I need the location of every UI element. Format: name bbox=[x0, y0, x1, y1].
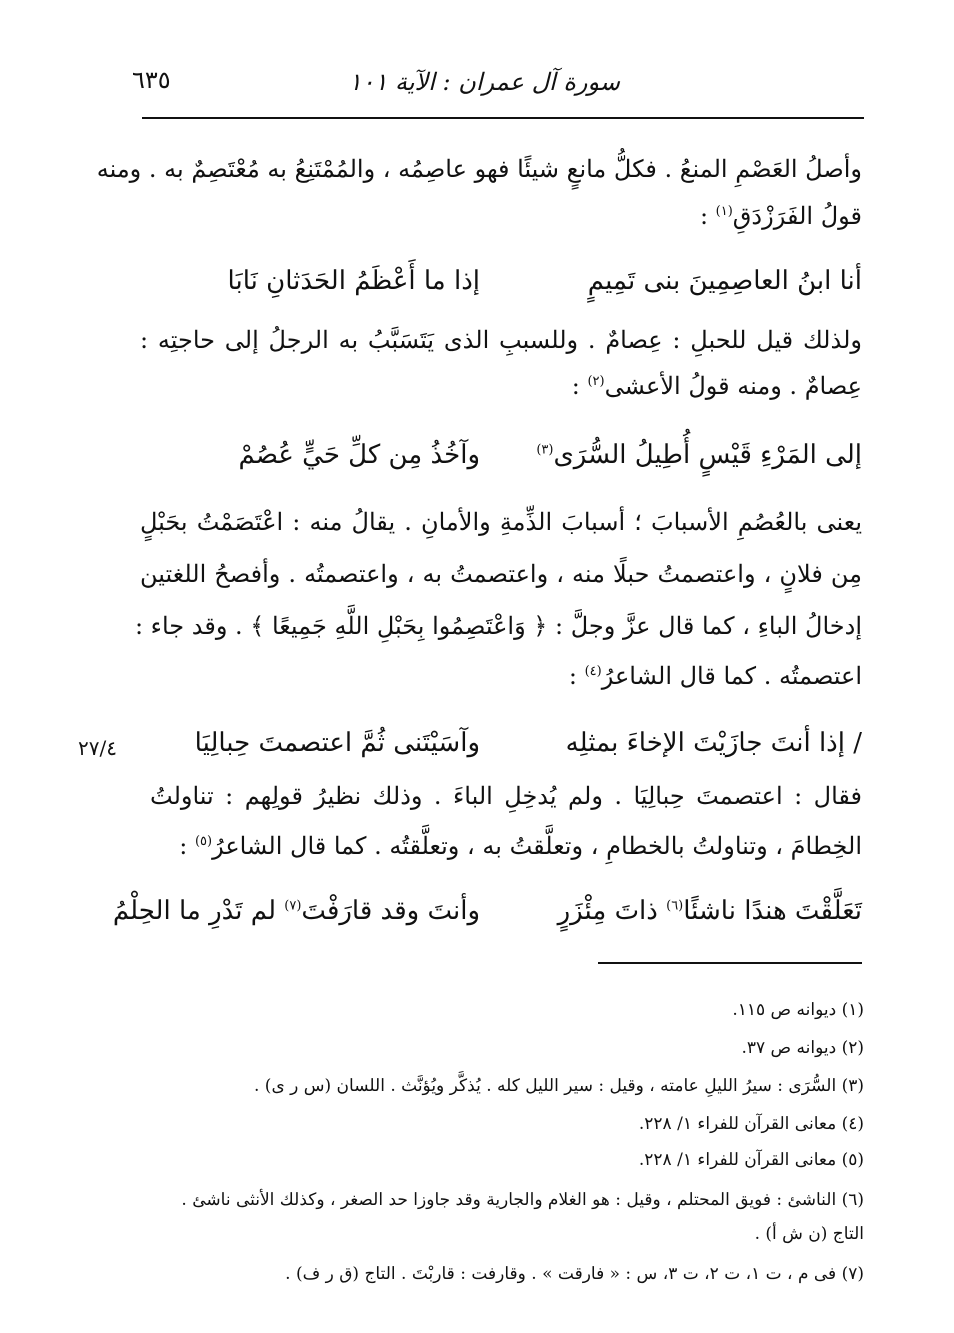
text: إلى المَرْءِ قَيْسٍ أُطِيلُ السُّرَى bbox=[553, 440, 862, 470]
paragraph-2-line-1: ولذلك قيل للحبلِ : عِصامٌ . وللسببِ الذى يَتَسَبَّبُ به الرجلُ إلى حاجتِه : bbox=[140, 326, 862, 354]
paragraph-3-line-2: مِن فلانٍ ، واعتصمتُ حبلًا منه ، واعتصمتُ به ، واعتصمتُه . وأفصحُ اللغتين bbox=[140, 560, 862, 588]
footnote-3: (٣) السُّرَى : سيرُ الليلِ عامته ، وقيل : سير الليل كله . يُذكَّر ويُؤنَّث . اللسان (س ر ى) . bbox=[254, 1076, 864, 1096]
verse-3-second-hemistich: وآسَيْتَنى ثُمَّ اعتصمتَ حِبالِيَا bbox=[194, 728, 480, 758]
header-rule bbox=[142, 117, 864, 119]
text: الخِطامَ ، وتناولتُ بالخطامِ ، وتعلَّقتُ به ، وتعلَّقتُه . كما قال الشاعرُ bbox=[212, 832, 862, 860]
text: : bbox=[179, 832, 195, 860]
footnote-6: (٦) الناشئ : فويق المحتلم ، وقيل : هو الغلام والجارية وقد جاوزا حد الصغر ، وكذلك الأنثى ناشئ . bbox=[181, 1190, 864, 1210]
paragraph-3-line-4 bbox=[140, 662, 862, 690]
page-number: ٦٣٥ bbox=[132, 66, 171, 94]
text: لم تَدْرِ ما الحِلْمُ bbox=[112, 896, 285, 926]
paragraph-3-line-1: يعنى بالعُصُمِ الأسبابَ ؛ أسبابَ الذِّمةِ والأمانِ . يقالُ منه : اعْتَصَمْتُ بحَبْلٍ bbox=[140, 508, 862, 536]
footnote-ref-1: (١) bbox=[715, 204, 733, 219]
verse-4-first-hemistich bbox=[482, 896, 862, 926]
paragraph-1-line-1: وأصلُ العَصْمِ المنعُ . فكلُّ مانعٍ شيئًا فهو عاصِمُه ، والمُمْتَنِعُ به مُعْتَصِمٌ به . ومنه bbox=[96, 155, 862, 183]
verse-2-second-hemistich: وآخُذُ مِن كلِّ حَيٍّ عُصُمْ bbox=[238, 440, 480, 470]
footnote-ref-2: (٢) bbox=[587, 374, 605, 389]
text: قولُ الفَرَزْدَقِ bbox=[732, 202, 862, 230]
footnote-ref-3: (٣) bbox=[536, 442, 554, 458]
verse-4-second-hemistich bbox=[112, 896, 480, 926]
paragraph-1-line-2 bbox=[140, 202, 862, 230]
margin-volume-page-ref: ٢٧/٤ bbox=[78, 736, 117, 760]
verse-3-first-hemistich: / إذا أنتَ جازَيْتَ الإخاءَ بمثلِه bbox=[565, 728, 862, 758]
footnote-6-continued: التاج (ن ش أ) . bbox=[754, 1224, 864, 1244]
footnote-ref-4: (٤) bbox=[584, 664, 602, 679]
text: : bbox=[699, 202, 716, 230]
footnote-7: (٧) فى م ، ت ١، ت ٢، ت ٣، س : « فارقت » . وقارفت : قاربْتَ . التاج (ق ر ف) . bbox=[285, 1264, 864, 1284]
footnote-2: (٢) ديوانه ص ٣٧. bbox=[741, 1038, 864, 1058]
text: : bbox=[571, 372, 588, 400]
paragraph-2-line-2 bbox=[140, 372, 862, 400]
footnote-separator bbox=[598, 962, 862, 964]
footnote-5: (٥) معانى القرآن للفراء ١/ ٢٢٨. bbox=[638, 1150, 864, 1170]
footnote-ref-6: (٦) bbox=[666, 898, 684, 914]
page-header-title: سورة آل عمران : الآية ١٠١ bbox=[348, 68, 620, 96]
text: : bbox=[568, 662, 585, 690]
text: وأنتَ وقد قارَفْتَ bbox=[301, 896, 480, 926]
paragraph-4-line-1: فقال : اعتصمتَ حِبالِيَا . ولم يُدخِلِ الباءَ . وذلك نظيرُ قولِهم : تناولتُ bbox=[150, 782, 862, 810]
verse-1-second-hemistich: إذا ما أَعْظَمُ الحَدَثانِ نَابَا bbox=[227, 266, 480, 296]
text: تَعَلَّقْتَ هندًا ناشئًا bbox=[683, 896, 862, 926]
footnote-4: (٤) معانى القرآن للفراء ١/ ٢٢٨. bbox=[638, 1114, 864, 1134]
text: اعتصمتُه . كما قال الشاعرُ bbox=[601, 662, 862, 690]
verse-1-first-hemistich: أنا ابنُ العاصِمِينَ بنى تَمِيمٍ bbox=[587, 266, 862, 296]
paragraph-3-line-3: إدخالُ الباءِ ، كما قال عزَّ وجلَّ : ﴿ وَاعْتَصِمُوا بِحَبْلِ اللَّهِ جَمِيعًا ﴾ . وقد جاء : bbox=[134, 612, 862, 640]
verse-2-first-hemistich bbox=[482, 440, 862, 470]
text: ذاتَ مِئْزَرٍ bbox=[557, 896, 667, 926]
paragraph-4-line-2 bbox=[140, 832, 862, 860]
footnote-1: (١) ديوانه ص ١١٥. bbox=[732, 1000, 864, 1020]
footnote-ref-5: (٥) bbox=[194, 834, 213, 849]
footnote-ref-7: (٧) bbox=[284, 898, 302, 914]
text: عِصامٌ . ومنه قولُ الأعشى bbox=[604, 372, 862, 400]
